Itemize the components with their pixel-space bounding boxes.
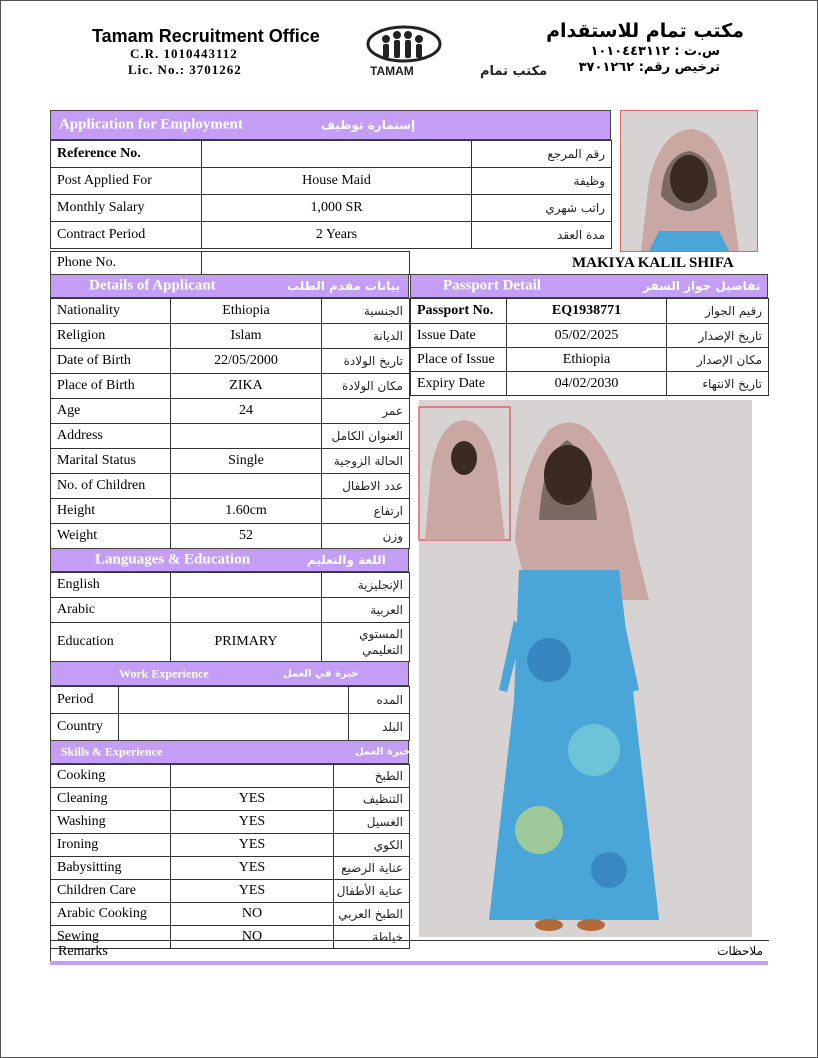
skill-cooking-label-ar: الطبخ: [334, 765, 410, 788]
passport-no-label-ar: رقيم الجواز: [667, 299, 769, 324]
table-row: [51, 524, 410, 549]
table-row: [51, 252, 410, 275]
office-license-en: Lic. No.: 3701262: [128, 62, 242, 77]
table-row: [51, 324, 410, 349]
age-label: Age: [51, 399, 171, 424]
skill-babysitting-label-ar: عناية الرضيع: [334, 857, 410, 880]
logo-text-ar: مكتب تمام: [480, 64, 548, 79]
languages-title-ar: اللغة والتعليم: [307, 553, 386, 567]
expiry-date-value: 04/02/2030: [507, 372, 667, 396]
education-label: Education: [51, 623, 171, 662]
marital-value: Single: [171, 449, 322, 474]
contract-label-ar: مدة العقد: [472, 222, 612, 249]
passport-table: [410, 298, 769, 396]
table-row: [51, 788, 410, 811]
address-value: [171, 424, 322, 449]
english-label: English: [51, 573, 171, 598]
table-row: [51, 765, 410, 788]
remarks-row: [50, 940, 769, 962]
skill-ironing-value: YES: [171, 834, 334, 857]
reference-label-ar: رقم المرجع: [472, 141, 612, 168]
skill-children-care-label-ar: عناية الأطفال: [334, 880, 410, 903]
pob-label: Place of Birth: [51, 374, 171, 399]
address-label-ar: العنوان الكامل: [322, 424, 410, 449]
remarks-label: Remarks: [58, 944, 108, 959]
pob-value: ZIKA: [171, 374, 322, 399]
table-row: [51, 349, 410, 374]
skill-children-care-label: Children Care: [51, 880, 171, 903]
skill-children-care-value: YES: [171, 880, 334, 903]
details-title-en: Details of Applicant: [89, 277, 216, 294]
issue-date-label-ar: تاريخ الإصدار: [667, 324, 769, 348]
table-row: [51, 424, 410, 449]
languages-table: [50, 572, 410, 662]
table-row: [51, 880, 410, 903]
application-title-en: Application for Employment: [59, 116, 243, 133]
weight-value: 52: [171, 524, 322, 549]
application-title-ar: إستمارة توظيف: [321, 118, 416, 132]
table-row: [51, 714, 410, 741]
table-row: [411, 299, 769, 324]
address-label: Address: [51, 424, 171, 449]
applicant-name: MAKIYA KALIL SHIFA: [572, 255, 734, 271]
country-value: [119, 714, 349, 741]
skill-washing-value: YES: [171, 811, 334, 834]
skills-title-band: [50, 740, 409, 764]
languages-title-en: Languages & Education: [95, 551, 251, 568]
skill-cooking-label: Cooking: [51, 765, 171, 788]
passport-no-label: Passport No.: [411, 299, 507, 324]
post-label: Post Applied For: [51, 168, 202, 195]
age-label-ar: عمر: [322, 399, 410, 424]
table-row: [51, 573, 410, 598]
skill-cleaning-label: Cleaning: [51, 788, 171, 811]
children-label: No. of Children: [51, 474, 171, 499]
table-row: [51, 399, 410, 424]
skills-title-ar: خبرة العمل: [355, 746, 411, 758]
application-table: [50, 140, 612, 249]
table-row: [411, 324, 769, 348]
table-row: [411, 372, 769, 396]
office-name-ar: مكتب تمام للاستقدام: [546, 20, 744, 42]
salary-label: Monthly Salary: [51, 195, 202, 222]
office-cr-ar: س.ت : ١٠١٠٤٤٣١١٢: [590, 44, 720, 59]
weight-label: Weight: [51, 524, 171, 549]
passport-title-ar: تفاصيل جواز السفر: [643, 279, 761, 293]
languages-title-band: [50, 548, 409, 572]
table-row: [51, 449, 410, 474]
salary-value: 1,000 SR: [202, 195, 472, 222]
arabic-label-ar: العربية: [322, 598, 410, 623]
tamam-logo: [364, 22, 548, 79]
skills-table: [50, 764, 410, 949]
issue-date-label: Issue Date: [411, 324, 507, 348]
period-label: Period: [51, 687, 119, 714]
contract-label: Contract Period: [51, 222, 202, 249]
table-row: [411, 348, 769, 372]
nationality-value: Ethiopia: [171, 299, 322, 324]
period-label-ar: المده: [349, 687, 410, 714]
table-row: [51, 834, 410, 857]
skill-washing-label-ar: الغسيل: [334, 811, 410, 834]
remarks-bar: [50, 961, 768, 965]
skill-ironing-label-ar: الكوي: [334, 834, 410, 857]
office-name-en: Tamam Recruitment Office: [92, 26, 320, 46]
phone-value: [202, 252, 410, 275]
skills-title-en: Skills & Experience: [61, 744, 163, 759]
details-title-ar: بيانات مقدم الطلب: [287, 279, 401, 293]
office-cr-en: C.R. 1010443112: [130, 46, 238, 61]
table-row: [51, 168, 612, 195]
issue-date-value: 05/02/2025: [507, 324, 667, 348]
nationality-label-ar: الجنسية: [322, 299, 410, 324]
country-label-ar: البلد: [349, 714, 410, 741]
english-label-ar: الإنجليزية: [322, 573, 410, 598]
country-label: Country: [51, 714, 119, 741]
salary-label-ar: راتب شهري: [472, 195, 612, 222]
dob-label: Date of Birth: [51, 349, 171, 374]
reference-label: Reference No.: [51, 141, 202, 168]
table-row: [51, 811, 410, 834]
work-title-band: [50, 661, 409, 686]
period-value: [119, 687, 349, 714]
passport-title-band: [410, 274, 768, 298]
phone-table: [50, 251, 410, 275]
passport-title-en: Passport Detail: [443, 277, 541, 294]
table-row: [51, 299, 410, 324]
religion-value: Islam: [171, 324, 322, 349]
height-label-ar: ارتفاع: [322, 499, 410, 524]
skill-cleaning-label-ar: التنظيف: [334, 788, 410, 811]
skill-babysitting-value: YES: [171, 857, 334, 880]
post-label-ar: وظيفة: [472, 168, 612, 195]
children-label-ar: عدد الاطفال: [322, 474, 410, 499]
table-row: [51, 374, 410, 399]
pob-label-ar: مكان الولادة: [322, 374, 410, 399]
table-row: [51, 474, 410, 499]
skill-babysitting-label: Babysitting: [51, 857, 171, 880]
skill-sewing-value: NO: [171, 926, 334, 949]
age-value: 24: [171, 399, 322, 424]
post-value: House Maid: [202, 168, 472, 195]
education-label-ar: المستوي التعليمي: [322, 623, 410, 662]
table-row: [51, 141, 612, 168]
place-of-issue-value: Ethiopia: [507, 348, 667, 372]
place-of-issue-label: Place of Issue: [411, 348, 507, 372]
expiry-date-label: Expiry Date: [411, 372, 507, 396]
phone-label: Phone No.: [51, 252, 202, 275]
work-title-ar: خبرة في العمل: [283, 668, 359, 679]
work-title-en: Work Experience: [119, 666, 209, 680]
table-row: [51, 222, 612, 249]
logo-text-en: TAMAM: [370, 64, 414, 78]
marital-label: Marital Status: [51, 449, 171, 474]
skill-cooking-value: [171, 765, 334, 788]
skill-ironing-label: Ironing: [51, 834, 171, 857]
education-value: PRIMARY: [171, 623, 322, 662]
skill-arabic-cooking-value: NO: [171, 903, 334, 926]
arabic-label: Arabic: [51, 598, 171, 623]
table-row: [51, 687, 410, 714]
height-label: Height: [51, 499, 171, 524]
full-body-photo: [419, 400, 752, 937]
skill-cleaning-value: YES: [171, 788, 334, 811]
marital-label-ar: الحالة الزوجية: [322, 449, 410, 474]
place-of-issue-label-ar: مكان الإصدار: [667, 348, 769, 372]
application-title-band: [50, 110, 611, 140]
table-row: [51, 499, 410, 524]
table-row: [51, 195, 612, 222]
skill-washing-label: Washing: [51, 811, 171, 834]
skill-sewing-label-ar: خياطة: [334, 926, 410, 949]
office-license-ar: ترخيص رقم: ٣٧٠١٢٦٢: [578, 60, 720, 75]
dob-value: 22/05/2000: [171, 349, 322, 374]
remarks-label-ar: ملاحظات: [717, 944, 763, 958]
weight-label-ar: وزن: [322, 524, 410, 549]
religion-label-ar: الديانة: [322, 324, 410, 349]
religion-label: Religion: [51, 324, 171, 349]
arabic-value: [171, 598, 322, 623]
skill-sewing-label: Sewing: [51, 926, 171, 949]
table-row: [51, 623, 410, 662]
children-value: [171, 474, 322, 499]
details-table: [50, 298, 410, 549]
expiry-date-label-ar: تاريخ الانتهاء: [667, 372, 769, 396]
english-value: [171, 573, 322, 598]
reference-value: [202, 141, 472, 168]
height-value: 1.60cm: [171, 499, 322, 524]
table-row: [51, 857, 410, 880]
work-table: [50, 686, 410, 741]
table-row: [51, 903, 410, 926]
skill-arabic-cooking-label-ar: الطبخ العربي: [334, 903, 410, 926]
passport-no-value: EQ1938771: [507, 299, 667, 324]
details-title-band: [50, 274, 409, 298]
portrait-photo: [620, 110, 758, 252]
contract-value: 2 Years: [202, 222, 472, 249]
dob-label-ar: تاريخ الولادة: [322, 349, 410, 374]
skill-arabic-cooking-label: Arabic Cooking: [51, 903, 171, 926]
table-row: [51, 598, 410, 623]
nationality-label: Nationality: [51, 299, 171, 324]
